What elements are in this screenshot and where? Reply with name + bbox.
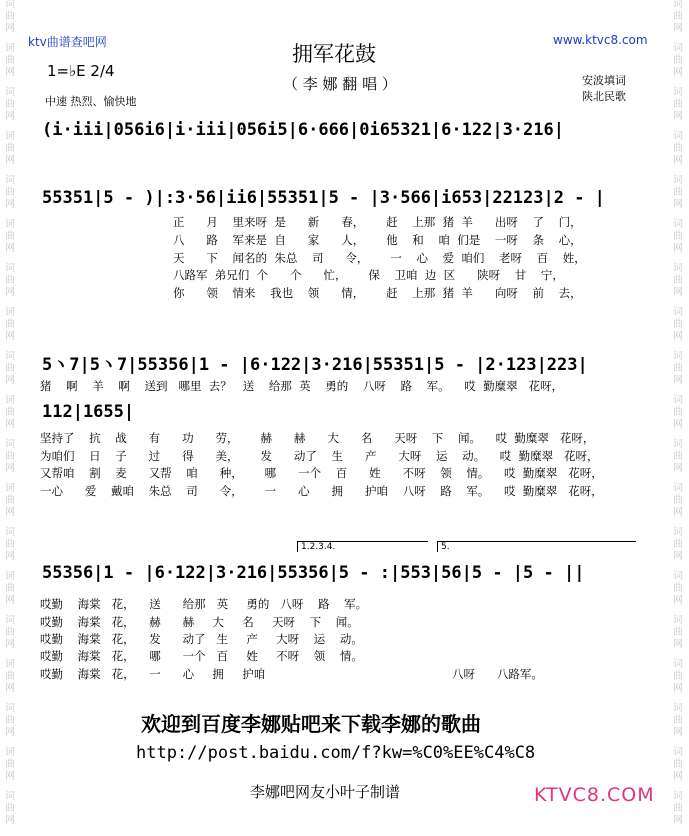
side-watermark-char: 网 [673, 771, 683, 782]
side-watermark-char: 网 [673, 507, 683, 518]
lyrics-verse-3: 天 下 闻名的 朱总 司 令， 一 心 爱 咱们 老呀 百 姓， [173, 251, 586, 265]
lyrics-part-c-2: 为咱们 日 子 过 得 美， 发 动了 生 产 大呀 运 动。 哎 勤糜翠 花呀， [40, 449, 599, 463]
side-watermark-char: 网 [673, 683, 683, 694]
volta-2-bracket [437, 541, 636, 552]
side-watermark-char: 词 [673, 175, 683, 186]
side-watermark-char: 曲 [5, 319, 15, 330]
watermark-left: ktv曲谱查吧网 [28, 35, 107, 49]
lyrics-refrain-line: 猪 啊 羊 啊 送到 哪里 去？ 送 给那 英 勇的 八呀 路 军。 哎 勤糜翠 花呀， [40, 379, 564, 393]
side-watermark-char: 曲 [673, 539, 683, 550]
side-watermark-char: 词 [673, 439, 683, 450]
footer-maker: 李娜吧网友小叶子制谱 [250, 783, 401, 801]
side-watermark-char: 网 [673, 375, 683, 386]
side-watermark-char: 网 [5, 111, 15, 122]
staff-row-3: 5ヽ7|5ヽ7|55356|1 - |6·122|3·216|55351|5 - |2·123|223| [42, 355, 588, 375]
volta-1-label: 1.2.3.4. [301, 542, 336, 552]
side-watermark-char: 词 [673, 43, 683, 54]
side-watermark-char: 词 [673, 131, 683, 142]
side-watermark-char: 网 [5, 331, 15, 342]
side-watermark-char: 曲 [5, 803, 15, 814]
side-watermark-char: 词 [5, 0, 15, 10]
side-watermark-char: 网 [5, 287, 15, 298]
side-watermark-char: 曲 [673, 231, 683, 242]
side-watermark-char: 曲 [5, 539, 15, 550]
side-watermark-char: 词 [5, 219, 15, 230]
lyrics-verse-4: 八路军 弟兄们 个 个 忙， 保 卫咱 边 区 陕呀 甘 宁， [173, 268, 564, 282]
song-subtitle: （ 李 娜 翻 唱 ） [283, 75, 397, 93]
side-watermark-char: 网 [673, 815, 683, 826]
side-watermark-char: 网 [5, 375, 15, 386]
side-watermark-char: 网 [673, 595, 683, 606]
key-signature: 1=♭E 2/4 [47, 62, 115, 80]
side-watermark-char: 曲 [673, 143, 683, 154]
side-watermark-char: 网 [673, 287, 683, 298]
side-watermark-char: 词 [673, 615, 683, 626]
side-watermark-char: 曲 [5, 583, 15, 594]
side-watermark-char: 曲 [5, 187, 15, 198]
side-watermark-char: 网 [673, 111, 683, 122]
side-watermark-char: 曲 [673, 627, 683, 638]
side-watermark-char: 网 [673, 727, 683, 738]
side-watermark-char: 词 [673, 351, 683, 362]
side-watermark-char: 词 [5, 527, 15, 538]
side-watermark-char: 曲 [5, 143, 15, 154]
side-watermark-char: 网 [673, 463, 683, 474]
side-watermark-char: 词 [673, 747, 683, 758]
side-watermark-char: 网 [673, 155, 683, 166]
side-watermark-char: 网 [5, 243, 15, 254]
side-watermark-char: 词 [673, 703, 683, 714]
side-watermark-char: 曲 [673, 99, 683, 110]
lyrics-part-c-1: 坚持了 抗 战 有 功 劳， 赫 赫 大 名 天呀 下 闻。 哎 勤糜翠 花呀， [40, 431, 595, 445]
side-watermark-char: 词 [673, 219, 683, 230]
side-watermark-char: 网 [5, 595, 15, 606]
side-watermark-char: 词 [5, 659, 15, 670]
staff-row-1: (i·iii|056i6|i·iii|056i5|6·666|0i65321|6·122|3·216| [42, 120, 564, 140]
tempo-marking: 中速 热烈、愉快地 [45, 95, 137, 108]
side-watermark-char: 词 [673, 395, 683, 406]
side-watermark-char: 曲 [673, 187, 683, 198]
side-watermark-char: 曲 [5, 407, 15, 418]
side-watermark-char: 曲 [673, 759, 683, 770]
side-watermark-char: 网 [5, 419, 15, 430]
side-watermark-char: 词 [5, 747, 15, 758]
side-watermark-char: 曲 [5, 99, 15, 110]
side-watermark-char: 网 [673, 331, 683, 342]
side-watermark-char: 曲 [673, 451, 683, 462]
side-watermark-char: 曲 [673, 671, 683, 682]
side-watermark-char: 网 [5, 815, 15, 826]
footer-url[interactable]: http://post.baidu.com/f?kw=%C0%EE%C4%C8 [136, 743, 536, 763]
lyrics-part-c-3: 又帮咱 割 麦 又帮 咱 种， 哪 一个 百 姓 不呀 领 情。 哎 勤糜翠 花呀， [40, 466, 603, 480]
side-watermark-char: 网 [5, 551, 15, 562]
lyrics-part-c-4: 一心 爱 戴咱 朱总 司 令， 一 心 拥 护咱 八呀 路 军。 哎 勤糜翠 花呀， [40, 484, 603, 498]
lyrics-credit: 安波填词 [582, 74, 626, 87]
side-watermark-char: 网 [673, 243, 683, 254]
side-watermark-char: 词 [5, 175, 15, 186]
side-watermark-char: 网 [673, 419, 683, 430]
side-watermark-char: 曲 [673, 495, 683, 506]
side-watermark-char: 网 [5, 639, 15, 650]
side-watermark-char: 词 [673, 87, 683, 98]
side-watermark-char: 曲 [673, 319, 683, 330]
lyrics-part-d-1: 哎勤 海棠 花， 送 给那 英 勇的 八呀 路 军。 [40, 597, 368, 611]
side-watermark-char: 曲 [673, 363, 683, 374]
staff-row-2: 55351|5 - )|:3·56|ii6|55351|5 - |3·566|i653|22123|2 - | [42, 188, 605, 208]
volta-1-bracket [297, 541, 428, 552]
side-watermark-char: 曲 [5, 715, 15, 726]
side-watermark-char: 曲 [673, 715, 683, 726]
side-watermark-char: 曲 [5, 55, 15, 66]
side-watermark-char: 曲 [673, 583, 683, 594]
side-watermark-char: 网 [5, 155, 15, 166]
side-watermark-char: 词 [5, 131, 15, 142]
side-watermark-char: 词 [673, 791, 683, 802]
side-watermark-left [1, 0, 19, 835]
lyrics-part-d-3: 哎勤 海棠 花， 发 动了 生 产 大呀 运 动。 [40, 632, 363, 646]
side-watermark-char: 网 [673, 67, 683, 78]
side-watermark-char: 词 [5, 571, 15, 582]
side-watermark-char: 曲 [5, 363, 15, 374]
side-watermark-char: 网 [673, 23, 683, 34]
side-watermark-char: 词 [5, 439, 15, 450]
footer-title: 欢迎到百度李娜贴吧来下载李娜的歌曲 [141, 712, 481, 736]
side-watermark-char: 网 [673, 551, 683, 562]
side-watermark-char: 词 [5, 483, 15, 494]
staff-row-5: 55356|1 - |6·122|3·216|55356|5 - :|553|56|5 - |5 - || [42, 563, 585, 583]
side-watermark-char: 曲 [5, 275, 15, 286]
lyrics-part-d-tail: 八呀 八路军。 [452, 667, 543, 681]
side-watermark-char: 网 [5, 771, 15, 782]
side-watermark-char: 曲 [5, 495, 15, 506]
lyrics-verse-2: 八 路 军来是 自 家 人， 他 和 咱 们是 一呀 条 心， [173, 233, 582, 247]
side-watermark-char: 曲 [673, 275, 683, 286]
lyrics-part-d-5: 哎勤 海棠 花， 一 心 拥 护咱 [40, 667, 266, 681]
side-watermark-char: 曲 [5, 451, 15, 462]
side-watermark-char: 词 [5, 263, 15, 274]
side-watermark-char: 网 [5, 463, 15, 474]
side-watermark-char: 词 [673, 483, 683, 494]
side-watermark-char: 词 [5, 395, 15, 406]
music-credit: 陕北民歌 [582, 90, 626, 103]
side-watermark-char: 网 [5, 507, 15, 518]
side-watermark-char: 网 [5, 23, 15, 34]
side-watermark-char: 词 [673, 659, 683, 670]
side-watermark-char: 词 [673, 263, 683, 274]
side-watermark-char: 曲 [5, 671, 15, 682]
side-watermark-char: 词 [5, 791, 15, 802]
lyrics-part-d-2: 哎勤 海棠 花， 赫 赫 大 名 天呀 下 闻。 [40, 615, 359, 629]
song-title: 拥军花鼓 [292, 42, 376, 66]
side-watermark-char: 词 [5, 307, 15, 318]
side-watermark-char: 曲 [673, 55, 683, 66]
side-watermark-char: 词 [5, 43, 15, 54]
side-watermark-char: 网 [673, 639, 683, 650]
side-watermark-char: 网 [5, 727, 15, 738]
side-watermark-char: 网 [673, 199, 683, 210]
side-watermark-char: 词 [5, 615, 15, 626]
side-watermark-char: 曲 [673, 803, 683, 814]
watermark-right: www.ktvc8.com [553, 33, 648, 47]
side-watermark-char: 词 [5, 703, 15, 714]
side-watermark-char: 网 [5, 67, 15, 78]
side-watermark-char: 词 [673, 0, 683, 10]
ktvc8-logo: KTVC8.COM [534, 784, 655, 806]
side-watermark-char: 词 [5, 87, 15, 98]
side-watermark-char: 词 [673, 307, 683, 318]
side-watermark-char: 曲 [5, 231, 15, 242]
side-watermark-char: 词 [673, 571, 683, 582]
side-watermark-char: 词 [5, 351, 15, 362]
lyrics-verse-5: 你 领 情来 我也 领 情， 赶 上那 猪 羊 向呀 前 去， [173, 286, 582, 300]
side-watermark-char: 网 [5, 199, 15, 210]
side-watermark-char: 曲 [673, 11, 683, 22]
side-watermark-char: 网 [5, 683, 15, 694]
lyrics-part-d-4: 哎勤 海棠 花， 哪 一个 百 姓 不呀 领 情。 [40, 649, 363, 663]
side-watermark-char: 曲 [5, 11, 15, 22]
side-watermark-char: 曲 [5, 759, 15, 770]
staff-row-4: 112|1655| [42, 402, 135, 422]
side-watermark-char: 词 [673, 527, 683, 538]
lyrics-verse-1: 正 月 里来呀 是 新 春， 赶 上那 猪 羊 出呀 了 门， [173, 215, 582, 229]
side-watermark-char: 曲 [673, 407, 683, 418]
volta-2-label: 5. [441, 542, 450, 552]
side-watermark-char: 曲 [5, 627, 15, 638]
